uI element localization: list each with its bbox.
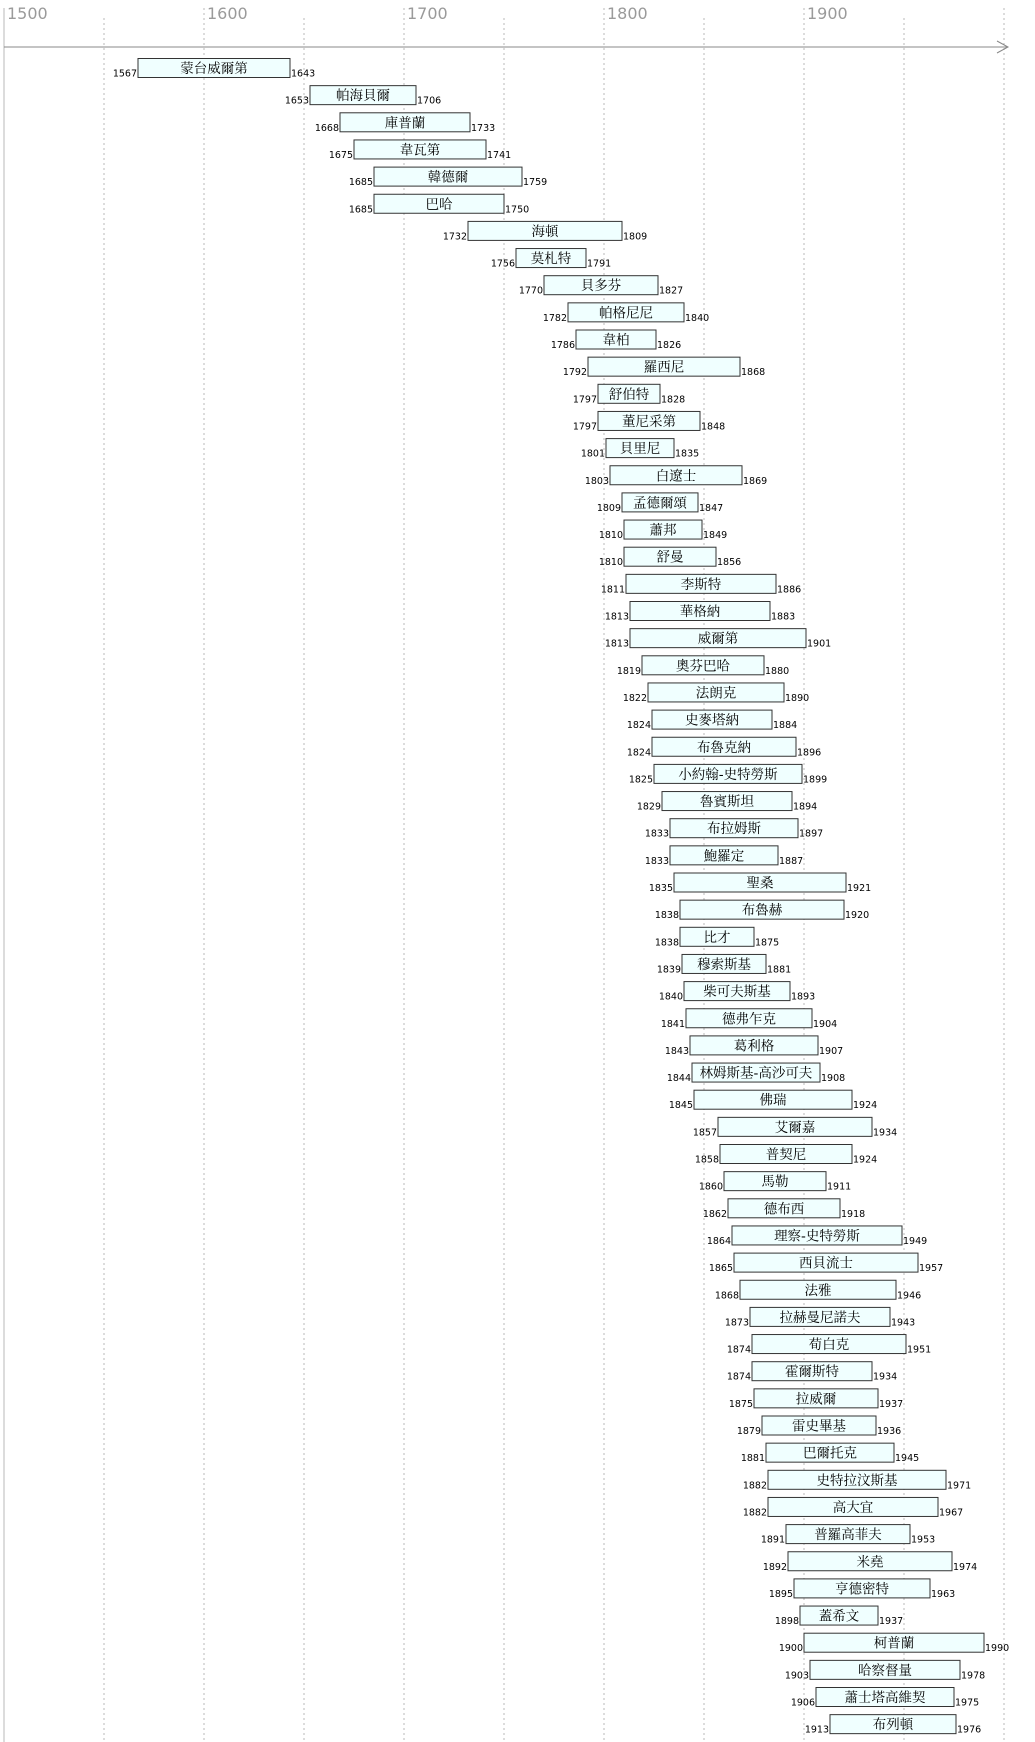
bar-name-label: 鮑羅定	[703, 848, 745, 865]
timeline-bar-group	[667, 1063, 845, 1084]
end-year-label: 1911	[827, 1181, 852, 1193]
bar-name-label: 艾爾嘉	[774, 1119, 816, 1136]
bar-name-label: 林姆斯基-高沙可夫	[699, 1065, 813, 1082]
bar-name-label: 柴可夫斯基	[703, 984, 771, 1001]
start-year-label: 1685	[348, 204, 373, 216]
bar-name-label: 法朗克	[695, 685, 737, 702]
start-year-label: 1860	[698, 1181, 723, 1193]
bar-name-label: 米堯	[856, 1554, 884, 1571]
end-year-label: 1937	[879, 1398, 904, 1410]
timeline-bar-group	[617, 656, 789, 677]
start-year-label: 1833	[644, 855, 669, 867]
start-year-label: 1732	[442, 231, 467, 243]
bar-name-label: 李斯特	[680, 576, 722, 593]
bar-name-label: 蕭士塔高維契	[844, 1690, 926, 1706]
start-year-label: 1813	[604, 638, 629, 650]
start-year-label: 1874	[726, 1371, 751, 1383]
timeline-bar-group	[743, 1497, 963, 1518]
start-year-label: 1675	[328, 149, 353, 161]
end-year-label: 1880	[765, 665, 790, 677]
start-year-label: 1903	[784, 1670, 809, 1682]
end-year-label: 1809	[623, 231, 648, 243]
bar-name-label: 布魯克納	[697, 739, 751, 756]
start-year-label: 1898	[774, 1616, 799, 1628]
end-year-label: 1706	[417, 95, 442, 107]
bar-name-label: 拉威爾	[795, 1391, 837, 1408]
end-year-label: 1896	[797, 747, 822, 759]
timeline-bar-group	[637, 792, 817, 813]
timeline-bar-group	[645, 846, 803, 867]
end-year-label: 1759	[523, 177, 548, 189]
end-year-label: 1951	[907, 1344, 932, 1356]
end-year-label: 1643	[291, 68, 316, 80]
start-year-label: 1797	[572, 394, 597, 406]
end-year-label: 1904	[813, 1018, 838, 1030]
start-year-label: 1873	[724, 1317, 749, 1329]
tick-label-1800: 1800	[607, 4, 648, 23]
bar-name-label: 德弗乍克	[722, 1011, 776, 1028]
bar-name-label: 巴爾托克	[803, 1445, 857, 1462]
end-year-label: 1934	[873, 1127, 898, 1139]
bar-name-label: 穆索斯基	[697, 956, 751, 973]
timeline-bar-group	[285, 86, 441, 107]
bar-name-label: 貝里尼	[619, 441, 661, 458]
start-year-label: 1845	[668, 1100, 693, 1112]
timeline-bar-group	[727, 1362, 897, 1383]
timeline-bar-group	[769, 1579, 955, 1600]
start-year-label: 1810	[598, 557, 623, 569]
end-year-label: 1840	[685, 312, 710, 324]
start-year-label: 1906	[790, 1697, 815, 1709]
start-year-label: 1810	[598, 530, 623, 542]
end-year-label: 1869	[743, 475, 768, 487]
start-year-label: 1835	[648, 883, 673, 894]
timeline-bar-group	[601, 574, 801, 595]
timeline-bar-group	[655, 927, 779, 948]
timeline-bar-group	[791, 1688, 979, 1709]
timeline-bar-group	[551, 330, 681, 351]
bar-name-label: 西貝流士	[799, 1255, 853, 1272]
start-year-label: 1825	[628, 774, 653, 786]
timeline-bar-group	[599, 520, 727, 541]
start-year-label: 1668	[314, 122, 339, 134]
bar-name-label: 布魯赫	[741, 902, 783, 919]
bar-name-label: 佛瑞	[759, 1092, 787, 1109]
timeline-bar-group	[629, 764, 827, 785]
end-year-label: 1920	[845, 910, 870, 922]
bar-name-label: 史麥塔納	[685, 712, 739, 729]
bar-name-label: 蒙台威爾第	[180, 61, 248, 77]
timeline-bar-group	[627, 737, 821, 758]
timeline-bar-group	[581, 439, 699, 460]
bar-name-label: 華格納	[679, 604, 721, 620]
start-year-label: 1653	[284, 95, 309, 107]
start-year-label: 1756	[490, 258, 515, 270]
bar-name-label: 帕格尼尼	[599, 305, 653, 322]
timeline-bar-group	[709, 1253, 943, 1274]
start-year-label: 1822	[622, 692, 647, 704]
end-year-label: 1943	[891, 1317, 916, 1329]
start-year-label: 1844	[666, 1073, 691, 1085]
end-year-label: 1990	[985, 1643, 1010, 1655]
timeline-bar-group	[659, 982, 815, 1003]
bar-name-label: 荀白克	[808, 1337, 850, 1354]
bar-name-label: 霍爾斯特	[785, 1364, 839, 1381]
end-year-label: 1835	[675, 448, 700, 460]
bar-name-label: 魯賓斯坦	[700, 794, 754, 811]
end-year-label: 1848	[701, 421, 726, 433]
start-year-label: 1875	[728, 1398, 753, 1410]
end-year-label: 1856	[717, 557, 742, 569]
end-year-label: 1978	[961, 1670, 986, 1682]
bar-name-label: 哈察督量	[858, 1662, 912, 1679]
end-year-label: 1907	[819, 1045, 844, 1057]
tick-label-1600: 1600	[207, 4, 248, 23]
tick-label-1500: 1500	[7, 4, 48, 23]
bar-name-label: 庫普蘭	[384, 115, 426, 132]
end-year-label: 1924	[853, 1100, 878, 1112]
start-year-label: 1879	[736, 1426, 761, 1437]
end-year-label: 1791	[587, 258, 612, 270]
timeline-bar-group	[703, 1199, 865, 1220]
end-year-label: 1741	[487, 149, 512, 161]
timeline-bar-group	[725, 1307, 915, 1328]
timeline-bar-group	[657, 954, 791, 975]
bar-name-label: 韓德爾	[427, 169, 469, 186]
start-year-label: 1868	[714, 1290, 739, 1302]
end-year-label: 1883	[771, 611, 796, 623]
start-year-label: 1858	[694, 1154, 719, 1166]
end-year-label: 1875	[755, 937, 780, 949]
start-year-label: 1824	[626, 747, 651, 759]
timeline-bar-group	[763, 1552, 977, 1573]
end-year-label: 1881	[767, 964, 792, 976]
start-year-label: 1824	[626, 720, 651, 732]
end-year-label: 1826	[657, 340, 682, 351]
start-year-label: 1792	[562, 367, 587, 379]
timeline-bar-group	[649, 873, 871, 894]
end-year-label: 1963	[931, 1588, 956, 1600]
timeline-bar-group	[761, 1525, 935, 1546]
bars-group	[113, 59, 1009, 1736]
timeline-bar-group	[661, 1009, 837, 1030]
tick-label-1700: 1700	[407, 4, 448, 23]
end-year-label: 1897	[799, 828, 824, 840]
end-year-label: 1918	[841, 1208, 866, 1220]
end-year-label: 1828	[661, 394, 686, 406]
end-year-label: 1894	[793, 801, 818, 813]
bar-name-label: 巴哈	[425, 196, 453, 213]
end-year-label: 1908	[821, 1073, 846, 1085]
timeline-bar-group	[775, 1606, 903, 1627]
timeline-bar-group	[805, 1715, 981, 1736]
tick-label-1900: 1900	[807, 4, 848, 23]
start-year-label: 1819	[616, 665, 641, 677]
start-year-label: 1829	[636, 801, 661, 813]
time-axis	[4, 4, 1008, 53]
end-year-label: 1945	[895, 1453, 920, 1465]
start-year-label: 1892	[762, 1561, 787, 1573]
end-year-label: 1949	[903, 1235, 928, 1247]
bar-name-label: 德布西	[763, 1201, 805, 1218]
end-year-label: 1901	[807, 638, 832, 650]
bar-name-label: 法雅	[804, 1282, 832, 1299]
start-year-label: 1811	[600, 584, 625, 596]
bar-name-label: 葛利格	[733, 1038, 775, 1055]
end-year-label: 1946	[897, 1290, 922, 1302]
bar-name-label: 理察-史特勞斯	[774, 1228, 860, 1245]
timeline-bar-group	[655, 900, 869, 921]
end-year-label: 1886	[777, 584, 802, 596]
timeline-bar-group	[349, 194, 529, 215]
bar-name-label: 舒曼	[656, 549, 684, 566]
bar-name-label: 普契尼	[765, 1147, 807, 1163]
timeline-bar-group	[599, 547, 741, 568]
bar-name-label: 奧芬巴哈	[676, 658, 730, 675]
start-year-label: 1891	[760, 1534, 785, 1546]
bar-name-label: 小約翰-史特勞斯	[678, 766, 778, 783]
end-year-label: 1937	[879, 1616, 904, 1628]
bar-name-label: 羅西尼	[643, 359, 685, 376]
timeline-bar-group	[585, 466, 767, 487]
end-year-label: 1849	[703, 530, 728, 542]
start-year-label: 1841	[660, 1018, 685, 1030]
timeline-bar-group	[329, 140, 511, 161]
bar-name-label: 董尼采第	[622, 413, 676, 430]
start-year-label: 1913	[804, 1724, 829, 1736]
timeline-bar-group	[743, 1470, 971, 1491]
end-year-label: 1827	[659, 285, 684, 297]
timeline-bar-group	[785, 1660, 985, 1681]
end-year-label: 1884	[773, 720, 798, 732]
start-year-label: 1782	[542, 312, 567, 324]
start-year-label: 1895	[768, 1588, 793, 1600]
start-year-label: 1809	[596, 502, 621, 514]
bar-name-label: 柯普蘭	[873, 1635, 915, 1652]
timeline-bar-group	[741, 1443, 919, 1464]
end-year-label: 1936	[877, 1426, 902, 1437]
bar-name-label: 蓋希文	[818, 1608, 860, 1625]
start-year-label: 1874	[726, 1344, 751, 1356]
timeline-bar-group	[563, 357, 765, 378]
start-year-label: 1770	[518, 285, 543, 297]
timeline-bar-group	[737, 1416, 901, 1437]
start-year-label: 1865	[708, 1263, 733, 1275]
start-year-label: 1833	[644, 828, 669, 840]
bar-name-label: 史特拉汶斯基	[816, 1472, 898, 1489]
start-year-label: 1900	[778, 1643, 803, 1655]
bar-name-label: 韋瓦第	[399, 142, 441, 159]
start-year-label: 1803	[584, 475, 609, 487]
bar-name-label: 布拉姆斯	[707, 821, 761, 838]
timeline-bar-group	[729, 1389, 903, 1410]
start-year-label: 1797	[572, 421, 597, 433]
bar-name-label: 韋柏	[602, 332, 630, 349]
timeline-bar-group	[669, 1090, 877, 1111]
start-year-label: 1786	[550, 340, 575, 351]
timeline-bar-group	[623, 683, 809, 704]
timeline-bar-group	[315, 113, 495, 134]
timeline-bar-group	[597, 493, 723, 514]
timeline-bar-group	[695, 1145, 877, 1166]
bar-name-label: 莫札特	[530, 251, 572, 268]
bar-name-label: 威爾第	[697, 631, 739, 648]
bar-name-label: 布列頓	[872, 1717, 914, 1734]
bar-name-label: 蕭邦	[649, 522, 677, 539]
end-year-label: 1847	[699, 502, 724, 514]
start-year-label: 1882	[742, 1480, 767, 1492]
timeline-bar-group	[543, 303, 709, 324]
timeline-bar-group	[727, 1335, 931, 1356]
end-year-label: 1975	[955, 1697, 980, 1709]
timeline-bar-group	[627, 710, 797, 731]
end-year-label: 1974	[953, 1561, 978, 1573]
timeline-bar-group	[349, 167, 547, 188]
end-year-label: 1971	[947, 1480, 972, 1492]
bar-name-label: 舒伯特	[608, 386, 650, 403]
end-year-label: 1953	[911, 1534, 936, 1546]
bar-name-label: 高大宜	[832, 1499, 874, 1516]
end-year-label: 1733	[471, 122, 496, 134]
timeline-bar-group	[665, 1036, 843, 1057]
end-year-label: 1893	[791, 991, 816, 1003]
end-year-label: 1868	[741, 367, 766, 379]
timeline-bar-group	[443, 221, 647, 242]
start-year-label: 1839	[656, 964, 681, 976]
bar-name-label: 貝多芬	[580, 278, 622, 295]
bar-name-label: 孟德爾頌	[633, 495, 687, 512]
timeline-bar-group	[605, 629, 831, 650]
bar-name-label: 普羅高菲夫	[814, 1527, 882, 1544]
timeline-bar-group	[519, 276, 683, 297]
timeline-bar-group	[693, 1117, 897, 1138]
bar-name-label: 帕海貝爾	[336, 88, 390, 105]
bar-name-label: 白遼士	[655, 468, 697, 485]
start-year-label: 1801	[580, 448, 605, 460]
timeline-bar-group	[779, 1633, 1009, 1654]
start-year-label: 1843	[664, 1045, 689, 1057]
start-year-label: 1685	[348, 177, 373, 189]
start-year-label: 1857	[692, 1127, 717, 1139]
timeline-bar-group	[113, 59, 315, 80]
timeline-bar-group	[707, 1226, 927, 1247]
timeline-bar-group	[605, 602, 795, 623]
bar-name-label: 海頓	[531, 223, 559, 240]
end-year-label: 1967	[939, 1507, 964, 1519]
start-year-label: 1882	[742, 1507, 767, 1519]
end-year-label: 1934	[873, 1371, 898, 1383]
start-year-label: 1862	[702, 1208, 727, 1220]
start-year-label: 1838	[654, 937, 679, 949]
end-year-label: 1957	[919, 1263, 944, 1275]
start-year-label: 1813	[604, 611, 629, 623]
start-year-label: 1881	[740, 1453, 765, 1465]
bar-name-label: 聖桑	[746, 875, 774, 892]
bar-name-label: 馬勒	[761, 1174, 789, 1191]
start-year-label: 1864	[706, 1235, 731, 1247]
bar-name-label: 雷史畢基	[792, 1418, 846, 1435]
bar-name-label: 比才	[703, 929, 731, 946]
timeline-bar-group	[573, 384, 685, 405]
end-year-label: 1976	[957, 1724, 982, 1736]
start-year-label: 1567	[112, 68, 137, 80]
end-year-label: 1921	[847, 883, 872, 894]
timeline-bar-group	[699, 1172, 851, 1193]
bar-name-label: 拉赫曼尼諾夫	[779, 1309, 861, 1326]
end-year-label: 1887	[779, 855, 804, 867]
end-year-label: 1750	[505, 204, 530, 216]
start-year-label: 1840	[658, 991, 683, 1003]
end-year-label: 1899	[803, 774, 828, 786]
timeline-bar-group	[715, 1280, 921, 1301]
timeline-bar-group	[491, 249, 611, 270]
timeline-bar-group	[645, 819, 823, 840]
end-year-label: 1890	[785, 692, 810, 704]
timeline-bar-group	[573, 411, 725, 432]
end-year-label: 1924	[853, 1154, 878, 1166]
start-year-label: 1838	[654, 910, 679, 922]
bar-name-label: 亨德密特	[835, 1581, 889, 1598]
